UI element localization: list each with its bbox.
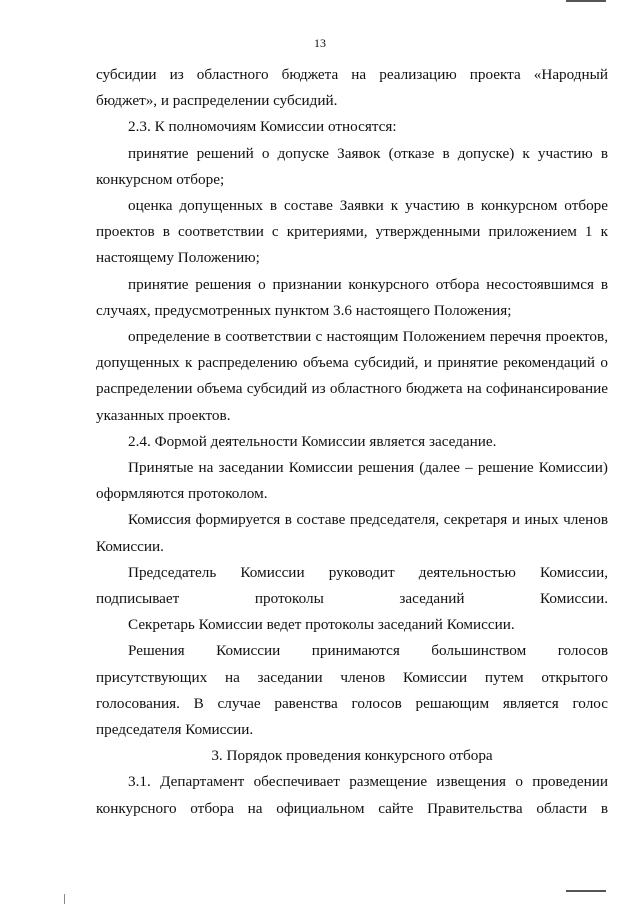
paragraph-selection-failed: принятие решения о признании конкурсного отбора несостоявшимся в случаях, предусмотренных пунктом 3.6 настоящего Положения; [96, 275, 608, 319]
paragraph-section-3-1: 3.1. Департамент обеспечивает размещение извещения о проведении конкурсного отбора на официальном сайте Правительства области в [96, 773, 608, 817]
paragraph-decision-protocol: Принятые на заседании Комиссии решения (далее – решение Комиссии) оформляются протоколом. [96, 459, 608, 503]
paragraph-chairman: Председатель Комиссии руководит деятельностью Комиссии, подписывает протоколы заседаний Комиссии. [96, 563, 608, 608]
document-body [96, 62, 608, 822]
paragraph-continuation: субсидии из областного бюджета на реализацию проекта «Народный бюджет», и распределении субсидий. [96, 66, 608, 110]
paragraph-project-list: определение в соответствии с настоящим Положением перечня проектов, допущенных к распределению объема субсидий, и принятие рекомендаций о распределении объема субсидий из областного бюджета на софинансирование указанных проектов. [96, 328, 608, 424]
paragraph-section-2-3: 2.3. К полномочиям Комиссии относятся: [128, 118, 397, 136]
paragraph-secretary: Секретарь Комиссии ведет протоколы заседаний Комиссии. [128, 616, 515, 634]
paragraph-section-2-4: 2.4. Формой деятельности Комиссии является заседание. [128, 432, 497, 450]
page-number: 13 [314, 36, 326, 50]
paragraph-project-evaluation: оценка допущенных в составе Заявки к участию в конкурсном отборе проектов в соответствии с критериями, утвержденными приложением 1 к настоящему Положению; [96, 197, 608, 267]
paragraph-voting: Решения Комиссии принимаются большинством голосов присутствующих на заседании членов Комиссии путем открытого голосования. В случае равенства голосов решающим является голос председателя Комиссии. [96, 642, 608, 739]
scan-edge-tick [64, 894, 65, 904]
scan-corner-mark [566, 0, 606, 6]
scan-corner-mark-bottom [566, 890, 606, 895]
paragraph-commission-composition: Комиссия формируется в составе председателя, секретаря и иных членов Комиссии. [96, 511, 608, 555]
section-heading-3: 3. Порядок проведения конкурсного отбора [211, 747, 493, 765]
paragraph-admission-decision: принятие решений о допуске Заявок (отказе в допуске) к участию в конкурсном отборе; [96, 144, 608, 188]
